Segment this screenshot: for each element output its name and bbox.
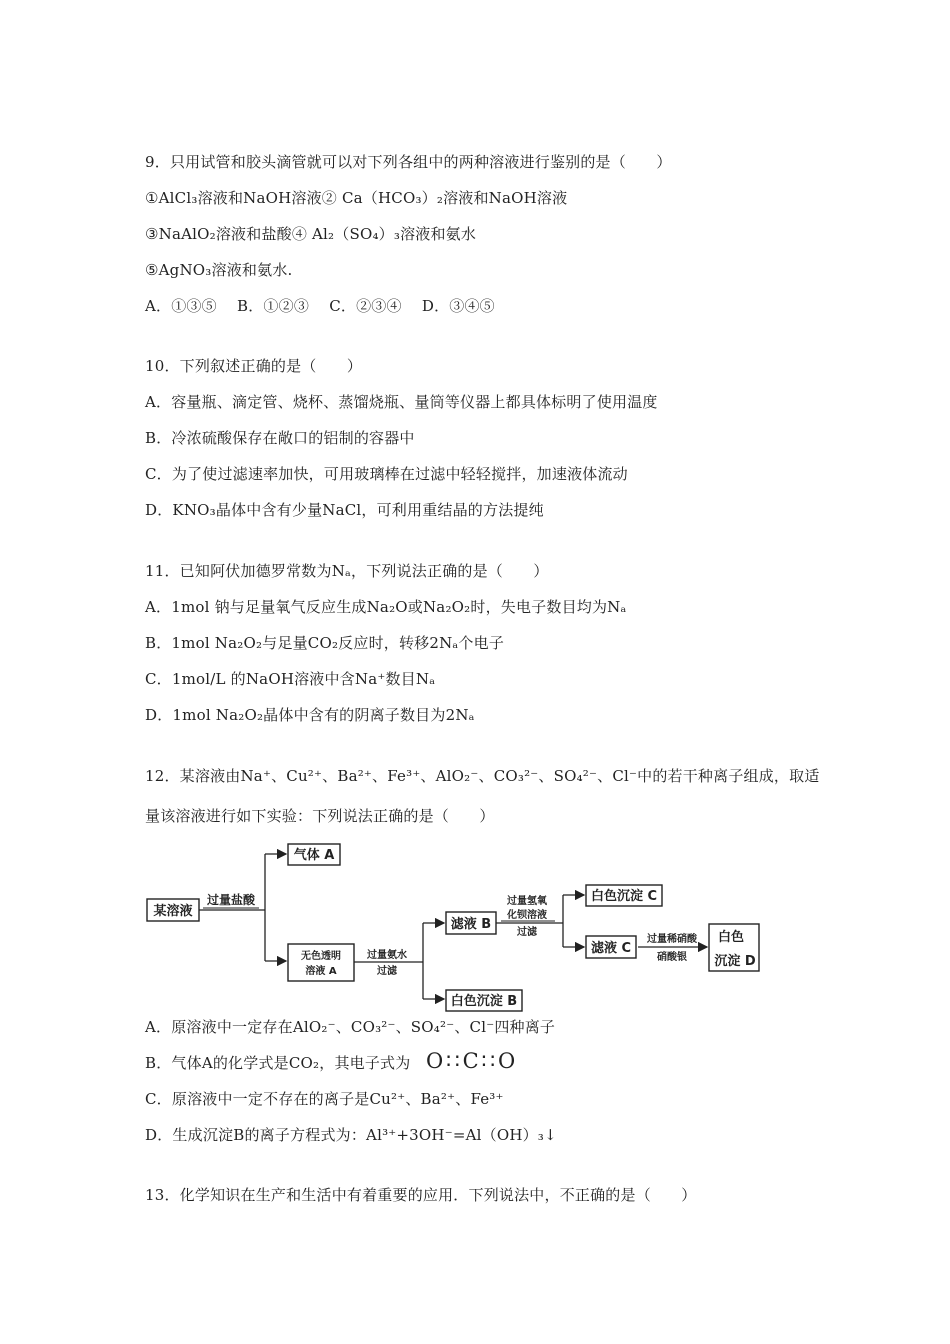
filter-label-2: 过滤 bbox=[517, 927, 537, 938]
q12-option-b: B．气体A的化学式是CO₂，其电子式为 bbox=[145, 1054, 411, 1072]
experiment-flowchart bbox=[145, 843, 785, 1013]
q11-option-b: B．1mol Na₂O₂与足量CO₂反应时，转移2Nₐ个电子 bbox=[145, 634, 505, 652]
q10-option-c: C．为了使过滤速率加快，可用玻璃棒在过滤中轻轻搅拌，加速液体流动 bbox=[145, 465, 628, 483]
q9-stem: 9．只用试管和胶头滴管就可以对下列各组中的两种溶液进行鉴别的是（ ） bbox=[145, 153, 672, 171]
start-solution-label: 某溶液 bbox=[153, 904, 193, 919]
excess-ammonia-label: 过量氨水 bbox=[367, 950, 407, 961]
filter-label-1: 过滤 bbox=[377, 966, 397, 977]
precip-d-label-1: 白色 bbox=[717, 930, 745, 945]
q9-item-line1: ①AlCl₃溶液和NaOH溶液② Ca（HCO₃）₂溶液和NaOH溶液 bbox=[145, 189, 568, 207]
precip-c-label: 白色沉淀 C bbox=[590, 889, 658, 904]
q10-option-d: D．KNO₃晶体中含有少量NaCl，可利用重结晶的方法提纯 bbox=[145, 501, 544, 519]
q12-option-c: C．原溶液中一定不存在的离子是Cu²⁺、Ba²⁺、Fe³⁺ bbox=[145, 1090, 504, 1108]
solution-a-label-2: 溶液 A bbox=[305, 966, 337, 977]
q9-item-line3: ⑤AgNO₃溶液和氨水. bbox=[145, 261, 293, 279]
solution-a-label-1: 无色透明 bbox=[301, 951, 341, 962]
precip-b-label: 白色沉淀 B bbox=[450, 994, 518, 1009]
q12-stem-line1: 12．某溶液由Na⁺、Cu²⁺、Ba²⁺、Fe³⁺、AlO₂⁻、CO₃²⁻、SO₄²⁻、Cl⁻中的若干种离子组成，取适 bbox=[145, 767, 820, 785]
q13-stem: 13．化学知识在生产和生活中有着重要的应用．下列说法中，不正确的是（ ） bbox=[145, 1186, 697, 1204]
q11-stem: 11．已知阿伏加德罗常数为Nₐ，下列说法正确的是（ ） bbox=[145, 562, 549, 580]
q9-options: A．①③⑤ B．①②③ C．②③④ D．③④⑤ bbox=[145, 297, 495, 315]
barium-hydroxide-label-1: 过量氢氧 bbox=[507, 896, 547, 907]
gas-a-label: 气体 A bbox=[293, 848, 335, 863]
q12-stem-line2: 量该溶液进行如下实验：下列说法正确的是（ ） bbox=[145, 807, 495, 825]
excess-hcl-label: 过量盐酸 bbox=[206, 893, 256, 907]
barium-hydroxide-label-2: 化钡溶液 bbox=[507, 910, 547, 921]
filtrate-c-label: 滤液 C bbox=[590, 941, 632, 956]
dilute-nitric-acid-label: 过量稀硝酸 bbox=[647, 934, 697, 945]
filtrate-b-label: 滤液 B bbox=[450, 917, 492, 932]
q11-option-d: D．1mol Na₂O₂晶体中含有的阴离子数目为2Nₐ bbox=[145, 706, 475, 724]
silver-nitrate-label: 硝酸银 bbox=[657, 952, 687, 963]
q11-option-a: A．1mol 钠与足量氧气反应生成Na₂O或Na₂O₂时，失电子数目均为Nₐ bbox=[145, 598, 627, 616]
q12-option-a: A．原溶液中一定存在AlO₂⁻、CO₃²⁻、SO₄²⁻、Cl⁻四种离子 bbox=[145, 1018, 556, 1036]
q9-item-line2: ③NaAlO₂溶液和盐酸④ Al₂（SO₄）₃溶液和氨水 bbox=[145, 225, 477, 243]
q12-option-d: D．生成沉淀B的离子方程式为：Al³⁺+3OH⁻=Al（OH）₃↓ bbox=[145, 1126, 557, 1144]
q10-option-b: B．冷浓硫酸保存在敞口的铝制的容器中 bbox=[145, 429, 415, 447]
q11-option-c: C．1mol/L 的NaOH溶液中含Na⁺数目Nₐ bbox=[145, 670, 436, 688]
q10-option-a: A．容量瓶、滴定管、烧杯、蒸馏烧瓶、量筒等仪器上都具体标明了使用温度 bbox=[145, 393, 658, 411]
precip-d-label-2: 沉淀 D bbox=[714, 954, 756, 969]
co2-electron-formula: O∷C∷O bbox=[426, 1049, 519, 1073]
q10-stem: 10．下列叙述正确的是（ ） bbox=[145, 357, 363, 375]
